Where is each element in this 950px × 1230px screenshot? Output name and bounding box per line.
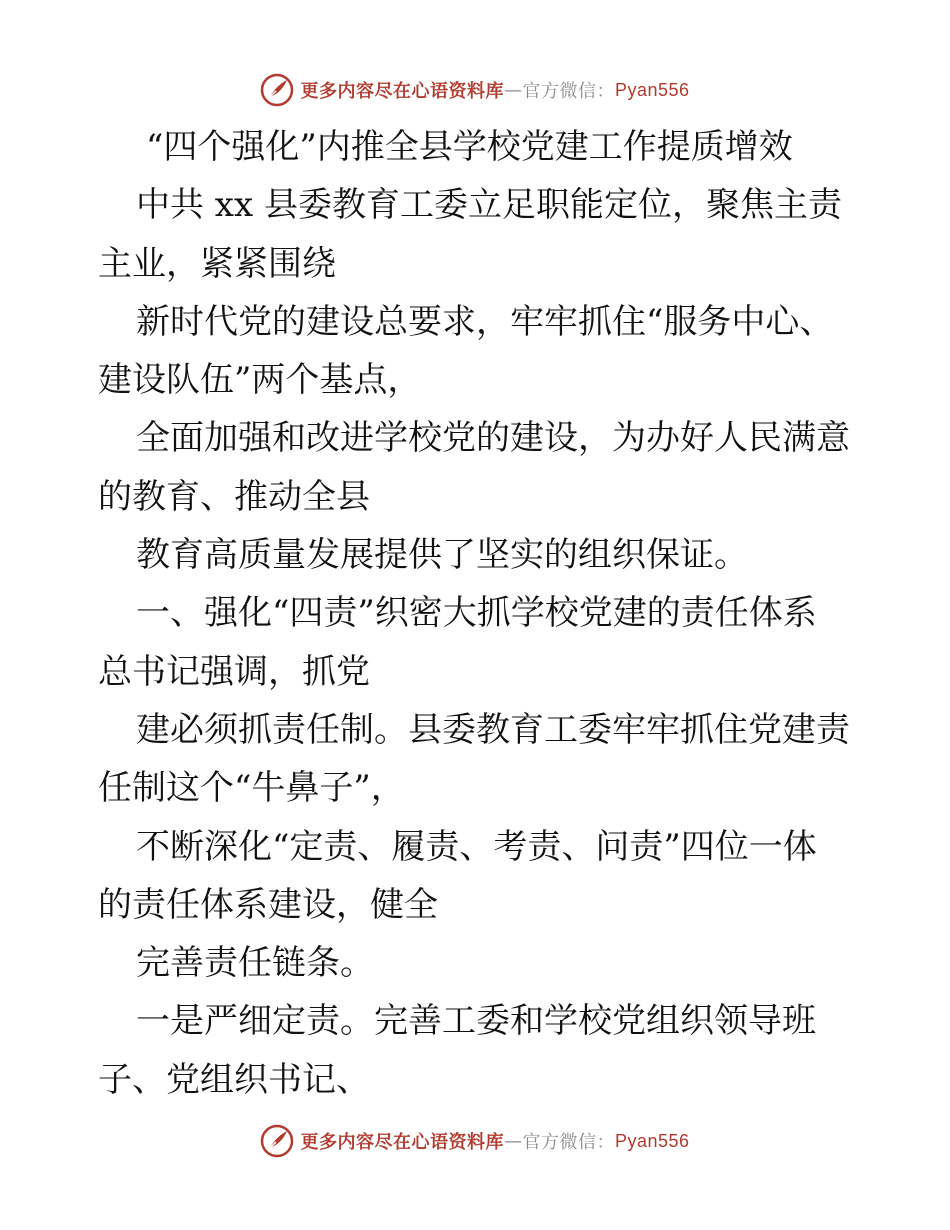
watermark-separator: — — [503, 79, 523, 101]
watermark-side-text: 官方微信： — [522, 1132, 615, 1153]
paragraph-line: 主业，紧紧围绕 — [98, 243, 336, 284]
paragraph-line: 不断深化“定责、履责、考责、问责”四位一体 — [136, 826, 817, 867]
watermark-separator: — — [503, 1130, 523, 1152]
document-body — [98, 118, 858, 1109]
watermark-wechat-id: Pyan556 — [614, 1130, 690, 1151]
paragraph-line: 新时代党的建设总要求，牢牢抓住“服务中心、 — [136, 301, 834, 342]
footer-watermark — [0, 1121, 950, 1161]
paragraph-line: 子、党组织书记、 — [98, 1059, 370, 1100]
watermark-wechat-id: Pyan556 — [614, 79, 690, 100]
document-title: “四个强化”内推全县学校党建工作提质增效 — [146, 127, 793, 167]
section-heading-line: 一、强化“四责”织密大抓学校党建的责任体系 — [136, 593, 817, 634]
paragraph-line: 的责任体系建设，健全 — [98, 884, 438, 925]
feather-pen-logo-icon — [260, 1124, 294, 1158]
paragraph-line: 的教育、推动全县 — [98, 476, 370, 517]
watermark-main-text: 更多内容尽在心语资料库 — [300, 1132, 504, 1153]
watermark-main-text: 更多内容尽在心语资料库 — [300, 81, 504, 102]
paragraph-line: 全面加强和改进学校党的建设，为办好人民满意 — [136, 418, 850, 459]
paragraph-line: 建设队伍”两个基点， — [98, 360, 422, 401]
watermark-side-text: 官方微信： — [522, 81, 615, 102]
header-watermark — [0, 70, 950, 110]
paragraph-line: 任制这个“牛鼻子”， — [98, 768, 405, 809]
feather-pen-logo-icon — [260, 73, 294, 107]
paragraph-line: 完善责任链条。 — [136, 943, 374, 984]
paragraph-line: 教育高质量发展提供了坚实的组织保证。 — [136, 535, 748, 576]
paragraph-line: 中共 xx 县委教育工委立足职能定位，聚焦主责 — [136, 185, 842, 226]
paragraph-line: 总书记强调，抓党 — [98, 651, 370, 692]
paragraph-line: 建必须抓责任制。县委教育工委牢牢抓住党建责 — [136, 709, 850, 750]
paragraph-line: 一是严细定责。完善工委和学校党组织领导班 — [136, 1001, 816, 1042]
